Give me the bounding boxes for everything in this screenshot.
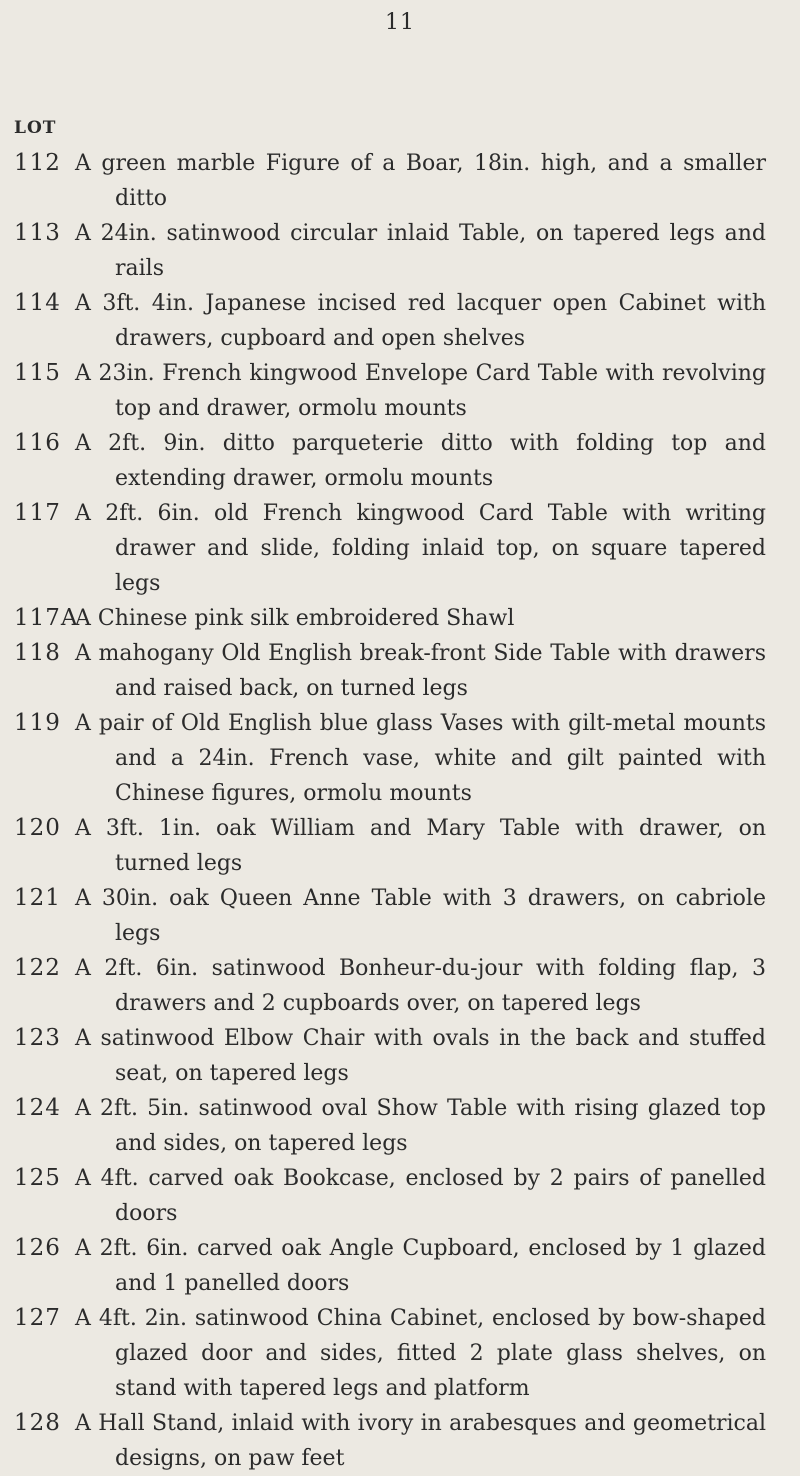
lot-number: 125	[14, 1165, 61, 1191]
lot-description	[66, 426, 766, 496]
lot-description-text: A 4ft. carved oak Bookcase, enclosed by 2 pairs of panelled doors	[75, 1166, 766, 1226]
page-number: 11	[385, 10, 415, 35]
lot-number: 116	[14, 430, 61, 456]
lot-entry	[0, 496, 800, 601]
lot-description-text: A 2ft. 6in. carved oak Angle Cupboard, enclosed by 1 glazed and 1 panelled doors	[75, 1236, 766, 1296]
lot-entry	[0, 1231, 800, 1301]
lot-description	[66, 706, 766, 811]
lot-description-text: A 2ft. 5in. satinwood oval Show Table with rising glazed top and sides, on tapered legs	[75, 1096, 766, 1156]
lot-number: 117	[14, 500, 61, 526]
lot-description	[66, 146, 766, 216]
lot-number: 128	[14, 1410, 61, 1436]
lot-description	[66, 636, 766, 706]
lot-description	[66, 1231, 766, 1301]
lot-description	[66, 811, 766, 881]
lot-number: 119	[14, 710, 61, 736]
lot-entry	[0, 706, 800, 811]
lot-number: 114	[14, 290, 61, 316]
lot-description	[66, 601, 766, 636]
lot-description-text: A 30in. oak Queen Anne Table with 3 drawers, on cabriole legs	[75, 886, 766, 946]
lot-number: 127	[14, 1305, 61, 1331]
lot-description	[66, 1091, 766, 1161]
lot-number: 126	[14, 1235, 61, 1261]
lot-number: 118	[14, 640, 61, 666]
lot-entry	[0, 1406, 800, 1476]
lot-description	[66, 1021, 766, 1091]
lot-number: 123	[14, 1025, 61, 1051]
lot-description	[66, 881, 766, 951]
lot-description-text: A 2ft. 6in. satinwood Bonheur-du-jour with folding flap, 3 drawers and 2 cupboards over, on tapered legs	[75, 956, 766, 1016]
lot-description	[66, 1161, 766, 1231]
lot-number: 112	[14, 150, 61, 176]
lot-list	[0, 146, 800, 1476]
lot-entry	[0, 951, 800, 1021]
lot-entry	[0, 1161, 800, 1231]
lot-description	[66, 356, 766, 426]
lot-entry	[0, 636, 800, 706]
lot-description	[66, 1301, 766, 1406]
lot-number: 115	[14, 360, 61, 386]
lot-number: 122	[14, 955, 61, 981]
lot-description-text: A green marble Figure of a Boar, 18in. high, and a smaller ditto	[75, 151, 766, 211]
lot-description-text: A 4ft. 2in. satinwood China Cabinet, enclosed by bow-shaped glazed door and sides, fitted 2 plate glass shelves, on stand with tapered legs and platform	[75, 1306, 766, 1401]
lot-entry	[0, 426, 800, 496]
lot-description	[66, 286, 766, 356]
lot-entry	[0, 1091, 800, 1161]
lot-number: 120	[14, 815, 61, 841]
lot-description-text: A 24in. satinwood circular inlaid Table, on tapered legs and rails	[75, 221, 766, 281]
lot-description-text: A 3ft. 4in. Japanese incised red lacquer open Cabinet with drawers, cupboard and open shelves	[75, 291, 766, 351]
lot-description	[66, 496, 766, 601]
lot-entry	[0, 146, 800, 216]
lot-entry	[0, 286, 800, 356]
lot-description-text: A Chinese pink silk embroidered Shawl	[75, 606, 515, 631]
lot-description-text: A pair of Old English blue glass Vases with gilt-metal mounts and a 24in. French vase, white and gilt painted with Chinese figures, ormolu mounts	[75, 711, 766, 806]
lot-entry	[0, 216, 800, 286]
lot-description-text: A 2ft. 6in. old French kingwood Card Table with writing drawer and slide, folding inlaid top, on square tapered legs	[75, 501, 766, 596]
lot-entry	[0, 1301, 800, 1406]
lot-entry	[0, 811, 800, 881]
lot-number: 113	[14, 220, 61, 246]
lot-description-text: A 23in. French kingwood Envelope Card Table with revolving top and drawer, ormolu mounts	[75, 361, 766, 421]
lot-description	[66, 951, 766, 1021]
lot-description	[66, 1406, 766, 1476]
lot-description-text: A mahogany Old English break-front Side Table with drawers and raised back, on turned legs	[75, 641, 766, 701]
lot-description-text: A satinwood Elbow Chair with ovals in the back and stuffed seat, on tapered legs	[75, 1026, 766, 1086]
lot-number: 117A	[14, 605, 79, 631]
lot-description-text: A Hall Stand, inlaid with ivory in arabesques and geometrical designs, on paw feet	[75, 1411, 766, 1471]
lot-number: 121	[14, 885, 61, 911]
lot-entry	[0, 356, 800, 426]
lot-entry	[0, 601, 800, 636]
lot-description-text: A 2ft. 9in. ditto parqueterie ditto with folding top and extending drawer, ormolu mounts	[75, 431, 766, 491]
lot-description	[66, 216, 766, 286]
lot-entry	[0, 1021, 800, 1091]
lot-number: 124	[14, 1095, 61, 1121]
lot-column-header: LOT	[14, 118, 57, 138]
lot-description-text: A 3ft. 1in. oak William and Mary Table with drawer, on turned legs	[75, 816, 766, 876]
lot-entry	[0, 881, 800, 951]
